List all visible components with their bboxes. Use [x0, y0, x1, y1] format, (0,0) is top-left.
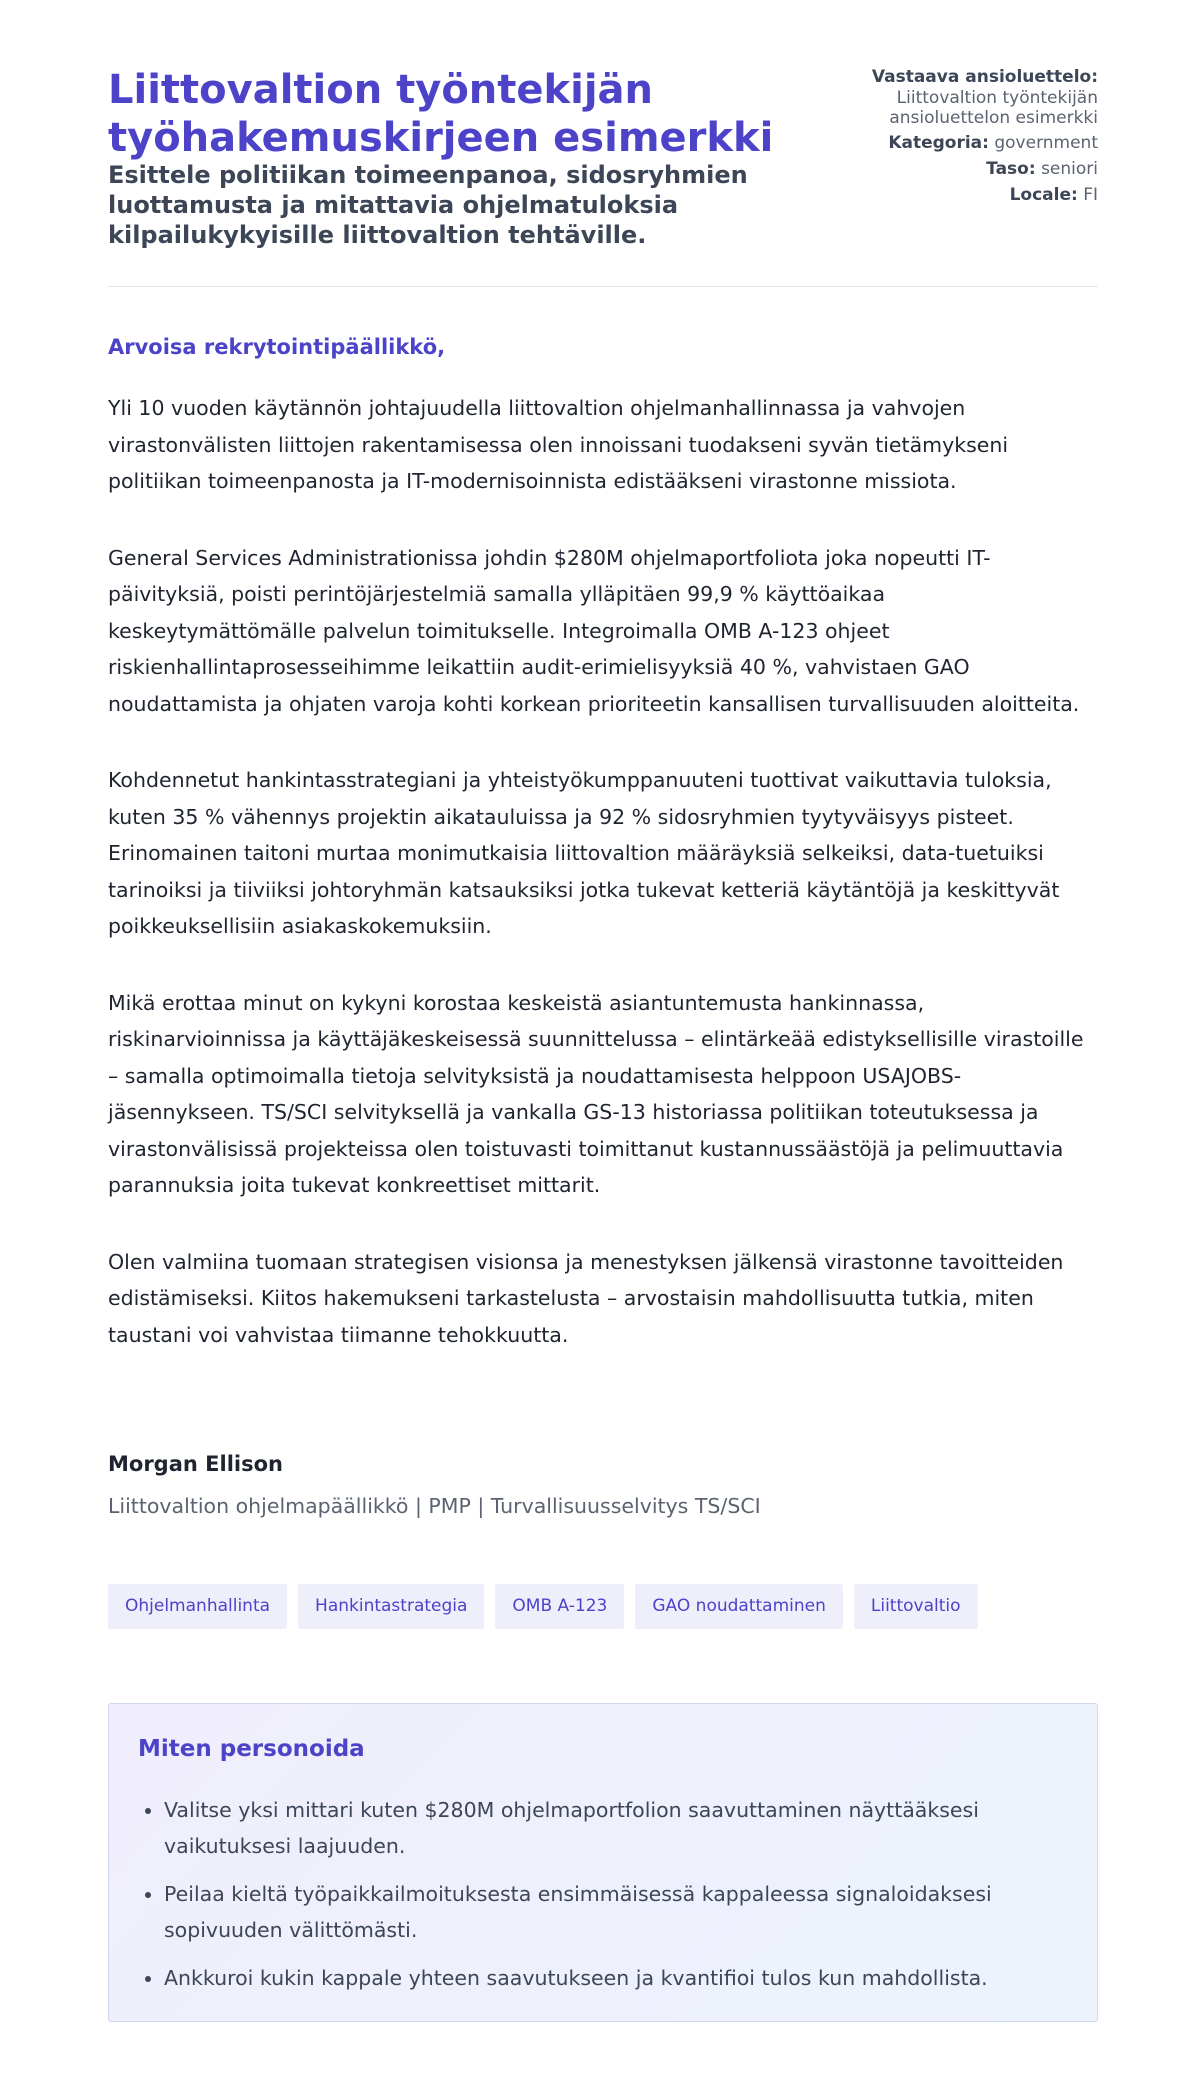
personalize-tips-box — [108, 1703, 1098, 2022]
meta-category-label: Kategoria: — [888, 133, 989, 153]
letter-paragraph: General Services Administrationissa johdin $280M ohjelmaportfoliota joka nopeutti IT-päivityksiä, poisti perintöjärjestelmiä samalla ylläpitäen 99,9 % käyttöaikaa keskeytymättömälle palvelun toimitukselle. Integroimalla OMB A-123 ohjeet riskienhallintaprosesseihimme leikattiin audit-erimielisyyksiä 40 %, vahvistaen GAO noudattamista ja ohjaten varoja kohti korkean prioriteetin kansallisen turvallisuuden aloitteita. — [108, 545, 1080, 716]
page-header — [108, 0, 1098, 287]
meta-level — [798, 158, 1098, 180]
signature-name: Morgan Ellison — [108, 1452, 283, 1476]
letter-paragraph: Yli 10 vuoden käytännön johtajuudella liittovaltion ohjelmanhallinnassa ja vahvojen virastonvälisten liittojen rakentamisessa olen innoissani tuodakseni syvän tietämykseni politiikan toimeenpanosta ja IT-modernisoinnista edistääkseni virastonne missiota. — [108, 396, 1009, 493]
skill-tag: GAO noudattaminen — [635, 1584, 843, 1629]
meta-level-label: Taso: — [986, 159, 1036, 179]
tips-list — [138, 1792, 1084, 2008]
page-title: Liittovaltion työntekijän työhakemuskirjeen esimerkki — [108, 67, 774, 161]
meta-category-value: government — [994, 133, 1098, 153]
meta-locale-label: Locale: — [1009, 185, 1078, 205]
tip-item: • Valitse yksi mittari kuten $280M ohjelmaportfolion saavuttaminen näyttääksesi vaikutuksesi laajuuden. — [164, 1792, 1084, 1864]
skill-tags — [108, 1584, 978, 1629]
tip-item: • Ankkuroi kukin kappale yhteen saavutukseen ja kvantifioi tulos kun mahdollista. — [164, 1960, 1084, 1996]
letter-body — [108, 390, 1098, 1393]
skill-tag: Hankintastrategia — [298, 1584, 484, 1629]
meta-locale-value: FI — [1083, 185, 1098, 205]
skill-tag: OMB A-123 — [495, 1584, 624, 1629]
meta-panel — [798, 66, 1098, 210]
meta-locale — [798, 184, 1098, 206]
cover-letter-page — [108, 0, 1098, 1990]
meta-level-value: seniori — [1041, 159, 1098, 179]
meta-category — [798, 132, 1098, 154]
meta-resume-link[interactable]: Liittovaltion työntekijän ansioluettelon esimerkki — [889, 88, 1098, 128]
skill-tag: Liittovaltio — [854, 1584, 978, 1629]
letter-paragraph: Mikä erottaa minut on kykyni korostaa keskeistä asiantuntemusta hankinnassa, riskinarvioinnissa ja käyttäjäkeskeisessä suunnittelussa – elintärkeää edistyksellisille virastoille – samalla optimoimalla tietoja selvityksistä ja noudattamisesta helppoon USAJOBS-jäsennykseen. TS/SCI selvityksellä ja vankalla GS-13 historiassa politiikan toteutuksessa ja virastonvälisissä projekteissa olen toistuvasti toimittanut kustannussäästöjä ja pelimuuttavia parannuksia joita tukevat konkreettiset mittarit. — [108, 990, 1084, 1197]
skill-tag: Ohjelmanhallinta — [108, 1584, 287, 1629]
signature-title: Liittovaltion ohjelmapäällikkö | PMP | Turvallisuusselvitys TS/SCI — [108, 1494, 761, 1518]
letter-paragraph: Olen valmiina tuomaan strategisen visionsa ja menestyksen jälkensä virastonne tavoitteiden edistämiseksi. Kiitos hakemukseni tarkastelusta – arvostaisin mahdollisuutta tutkia, miten taustani voi vahvistaa tiimanne tehokkuutta. — [108, 1249, 1064, 1347]
letter-paragraph: Kohdennetut hankintasstrategiani ja yhteistyökumppanuuteni tuottivat vaikuttavia tuloksia, kuten 35 % vähennys projektin aikatauluissa ja 92 % sidosryhmien tyytyväisyys pisteet. Erinomainen taitoni murtaa monimutkaisia liittovaltion määräyksiä selkeiksi, data-tuetuiksi tarinoiksi ja tiiviiksi johtoryhmän katsauksiksi jotka tukevat ketteriä käytäntöjä ja keskittyvät poikkeuksellisiin asiakaskokemuksiin. — [108, 768, 1060, 938]
page-subtitle: Esittele politiikan toimeenpanoa, sidosryhmien luottamusta ja mitattavia ohjelmatuloksia kilpailukykyisille liittovaltion tehtäville. — [108, 161, 748, 249]
letter-salutation: Arvoisa rekrytointipäällikkö, — [108, 335, 446, 359]
tips-heading: Miten personoida — [138, 1736, 365, 1762]
meta-resume — [798, 66, 1098, 128]
tip-item: • Peilaa kieltä työpaikkailmoituksesta ensimmäisessä kappaleessa signaloidaksesi sopivuuden välittömästi. — [164, 1876, 1084, 1948]
meta-resume-label: Vastaava ansioluettelo: — [871, 67, 1098, 87]
